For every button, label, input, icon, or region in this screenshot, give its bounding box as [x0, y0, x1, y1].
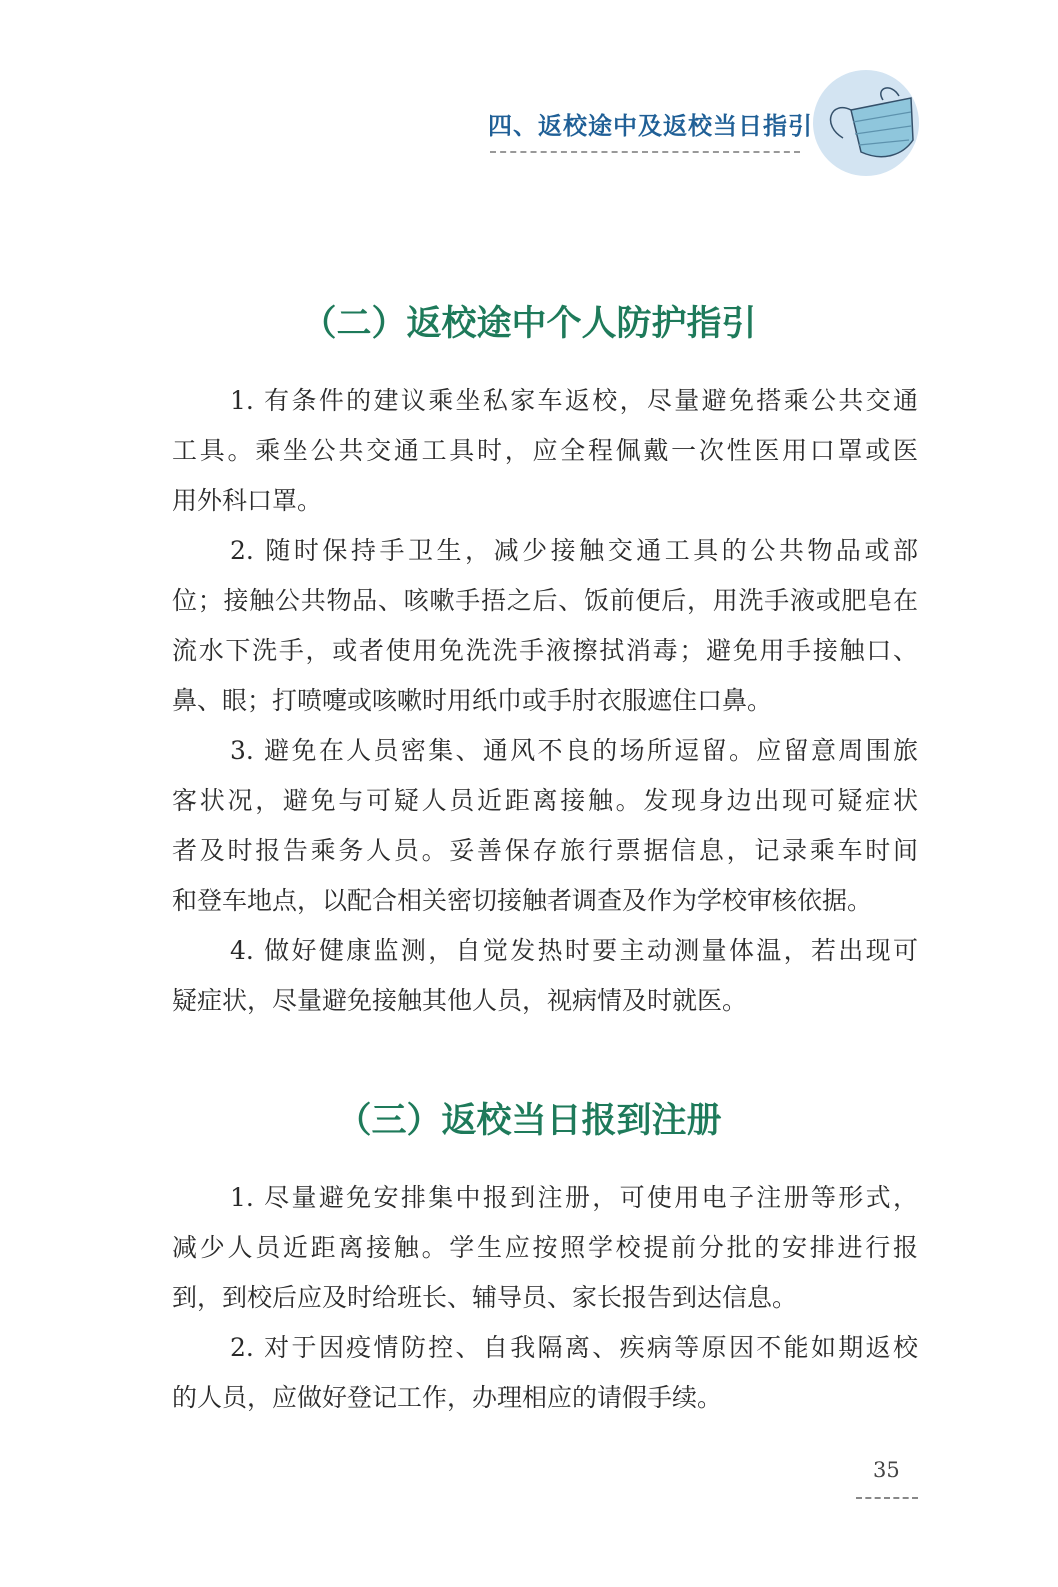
chapter-header: 四、返校途中及返校当日指引	[488, 111, 813, 140]
paragraph-line: 到，到校后应及时给班长、辅导员、家长报告到达信息。	[172, 1283, 798, 1312]
paragraph-line: 1. 有条件的建议乘坐私家车返校，尽量避免搭乘公共交通	[230, 386, 918, 415]
paragraph-line: 者及时报告乘务人员。妥善保存旅行票据信息，记录乘车时间	[172, 836, 918, 865]
paragraph-line: 鼻、眼；打喷嚏或咳嗽时用纸巾或手肘衣服遮住口鼻。	[172, 686, 773, 715]
header-divider	[490, 151, 800, 153]
paragraph-line: 和登车地点，以配合相关密切接触者调查及作为学校审核依据。	[172, 886, 873, 915]
paragraph-line: 减少人员近距离接触。学生应按照学校提前分批的安排进行报	[172, 1233, 918, 1262]
section-body	[172, 376, 918, 1026]
paragraph-line: 位；接触公共物品、咳嗽手捂之后、饭前便后，用洗手液或肥皂在	[172, 586, 918, 615]
page-number-divider	[856, 1497, 918, 1499]
paragraph-line: 1. 尽量避免安排集中报到注册，可使用电子注册等形式，	[230, 1183, 918, 1212]
paragraph-line: 的人员，应做好登记工作，办理相应的请假手续。	[172, 1383, 723, 1412]
paragraph-line: 客状况，避免与可疑人员近距离接触。发现身边出现可疑症状	[172, 786, 918, 815]
section-heading: （三）返校当日报到注册	[336, 1100, 722, 1141]
paragraph-line: 2. 对于因疫情防控、自我隔离、疾病等原因不能如期返校	[230, 1333, 918, 1362]
page-number: 35	[873, 1458, 900, 1482]
paragraph-line: 流水下洗手，或者使用免洗洗手液擦拭消毒；避免用手接触口、	[172, 636, 918, 665]
paragraph-line: 用外科口罩。	[172, 486, 323, 515]
paragraph-line: 4. 做好健康监测，自觉发热时要主动测量体温，若出现可	[230, 936, 918, 965]
paragraph-line: 疑症状，尽量避免接触其他人员，视病情及时就医。	[172, 986, 748, 1015]
section-heading: （二）返校途中个人防护指引	[301, 303, 757, 344]
paragraph-line: 工具。乘坐公共交通工具时，应全程佩戴一次性医用口罩或医	[172, 436, 918, 465]
paragraph-line: 3. 避免在人员密集、通风不良的场所逗留。应留意周围旅	[230, 736, 918, 765]
face-mask-icon	[813, 70, 919, 176]
section-body	[172, 1173, 918, 1423]
paragraph-line: 2. 随时保持手卫生，减少接触交通工具的公共物品或部	[230, 536, 918, 565]
